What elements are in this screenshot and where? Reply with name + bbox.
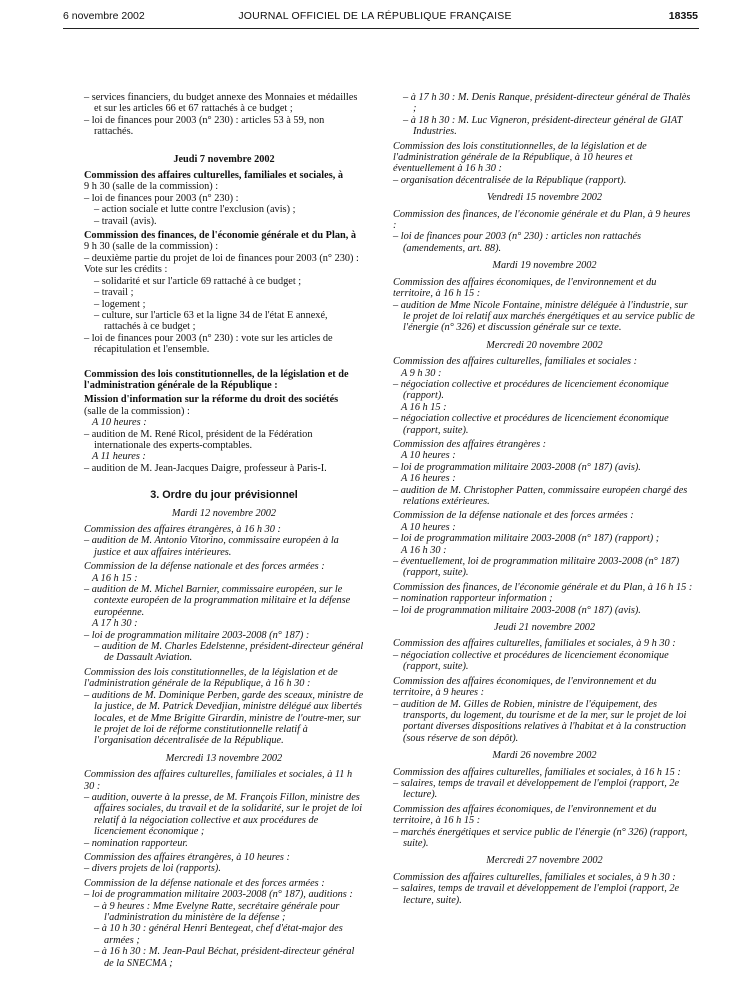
commission-heading: Commission de la défense nationale et des forces armées : <box>84 561 325 573</box>
list-item: – loi de finances pour 2003 (n° 230) : articles non rattachés (amendements, art. 88). <box>393 231 642 254</box>
commission-heading: Commission des lois constitutionnelles, de la législation et de l'administration générale de la République, à 10 heures et éventuellement à 16 h 30 : <box>393 140 647 175</box>
time-label: A 10 heures : <box>92 417 147 429</box>
list-item: – loi de programmation militaire 2003-2008 (n° 187) (avis). <box>393 461 641 473</box>
commission-heading: Commission des affaires économiques, de l'environnement et du territoire, à 9 heures : <box>393 675 657 699</box>
sub-list-item: – logement ; <box>94 298 146 310</box>
text-line: 9 h 30 (salle de la commission) : <box>84 241 219 253</box>
time-label: A 16 heures : <box>401 473 456 485</box>
day-heading: Mercredi 13 novembre 2002 <box>165 752 283 764</box>
list-item: – négociation collective et procédures de licenciement économique (rapport). <box>393 378 669 402</box>
commission-heading: Commission des affaires étrangères : <box>393 438 547 450</box>
header-date: 6 novembre 2002 <box>63 10 145 22</box>
sub-list-item: – à 9 heures : Mme Evelyne Ratte, secrétaire générale pour l'administration du ministère de la défense ; <box>94 900 340 923</box>
list-item: – deuxième partie du projet de loi de finances pour 2003 (n° 230) : <box>84 252 359 264</box>
list-item: – négociation collective et procédures de licenciement économique (rapport, suite). <box>393 649 669 673</box>
sub-list-item: – à 10 h 30 : général Henri Bentegeat, chef d'état-major des armées ; <box>94 923 343 946</box>
list-item: – audition de Mme Nicole Fontaine, ministre déléguée à l'industrie, sur le projet de loi relatif aux marchés énergétiques et au service public de l'énergie (n° 326) et discussion générale sur ce texte. <box>393 299 695 334</box>
commission-heading: Commission des affaires culturelles, familiales et sociales : <box>393 356 638 368</box>
day-heading: Mercredi 27 novembre 2002 <box>486 855 603 867</box>
header-page-number: 18355 <box>668 10 698 22</box>
list-item: – éventuellement, loi de programmation militaire 2003-2008 (n° 187) (rapport, suite). <box>393 556 680 579</box>
spacer <box>84 356 364 366</box>
list-item: – négociation collective et procédures de licenciement économique (rapport, suite). <box>393 413 669 436</box>
commission-heading: Commission des finances, de l'économie générale et du Plan, à 16 h 15 : <box>393 581 693 593</box>
list-item: – audition de M. Antonio Vitorino, commissaire européen à la justice et aux affaires intérieures. <box>84 535 339 558</box>
list-item: – loi de programmation militaire 2003-2008 (n° 187) : <box>84 629 310 641</box>
time-label: A 10 heures : <box>401 450 456 462</box>
time-label: A 11 heures : <box>92 451 146 463</box>
list-item: – marchés énergétiques et service public de l'énergie (n° 326) (rapport, suite). <box>393 826 688 849</box>
commission-heading: Commission des lois constitutionnelles, de la législation et de l'administration générale de la République : <box>84 368 349 391</box>
commission-heading: Commission des affaires étrangères, à 16 h 30 : <box>84 524 281 535</box>
sub-list-item: – à 18 h 30 : M. Luc Vigneron, président-directeur général de GIAT Industries. <box>403 114 683 138</box>
day-heading: Mardi 26 novembre 2002 <box>492 750 597 762</box>
list-item: – audition de M. Gilles de Robien, ministre de l'équipement, des transports, du logement, du tourisme et de la mer, sur le projet de loi portant diverses dispositions relatives à l'habitat et à la construction (sous réserve de son dépôt). <box>393 698 687 744</box>
list-item: – salaires, temps de travail et développement de l'emploi (rapport, 2e lecture, suite). <box>393 883 680 906</box>
day-heading: Mercredi 20 novembre 2002 <box>486 339 603 351</box>
list-item: – salaires, temps de travail et développement de l'emploi (rapport, 2e lecture). <box>393 777 680 801</box>
time-label: A 9 h 30 : <box>401 367 442 379</box>
time-label: A 10 heures : <box>401 521 456 533</box>
commission-heading: Mission d'information sur la réforme du droit des sociétés <box>84 394 339 406</box>
list-item: – audition, ouverte à la presse, de M. François Fillon, ministre des affaires sociales, du travail et de la solidarité, sur le projet de loi relatif à la négociation collective et aux procédures de licenciement économique ; <box>84 791 363 838</box>
commission-heading: Commission des affaires économiques, de l'environnement et du territoire, à 16 h 15 : <box>393 276 657 300</box>
list-item: – audition de M. Michel Barnier, commissaire européen, sur le contexte européen de la programmation militaire et la défense européenne. <box>84 584 351 618</box>
commission-heading: Commission des affaires culturelles, familiales et sociales, à 9 h 30 : <box>393 638 676 650</box>
commission-heading: Commission des affaires culturelles, familiales et sociales, à 16 h 15 : <box>393 766 681 778</box>
spacer <box>84 138 364 148</box>
day-heading: Vendredi 15 novembre 2002 <box>486 192 603 204</box>
text-line: Vote sur les crédits : <box>84 264 168 276</box>
list-item: – audition de M. Jean-Jacques Daigre, professeur à Paris-I. <box>84 462 327 474</box>
text-line: 9 h 30 (salle de la commission) : <box>84 181 219 193</box>
list-item: – organisation décentralisée de la République (rapport). <box>393 174 627 186</box>
commission-heading: Commission des affaires étrangères, à 10 heures : <box>84 851 290 863</box>
list-item: – loi de finances pour 2003 (n° 230) : <box>84 192 239 204</box>
day-heading: Mardi 19 novembre 2002 <box>492 260 597 272</box>
list-item: – nomination rapporteur information ; <box>393 593 553 605</box>
text-line: (salle de la commission) : <box>84 405 190 417</box>
day-heading: Jeudi 21 novembre 2002 <box>493 622 596 634</box>
list-item: – loi de programmation militaire 2003-2008 (n° 187) (avis). <box>393 604 641 616</box>
list-item: – divers projets de loi (rapports). <box>84 863 221 875</box>
header-title: JOURNAL OFFICIEL DE LA RÉPUBLIQUE FRANÇAISE <box>238 10 512 22</box>
sub-list-item: – culture, sur l'article 63 et la ligne 34 de l'état E annexé, rattachés à ce budget ; <box>94 309 328 333</box>
list-item: – audition de M. Christopher Patten, commissaire européen chargé des relations extérieures. <box>393 484 688 507</box>
commission-heading: Commission des lois constitutionnelles, de la législation et de l'administration générale de la République, à 16 h 30 : <box>84 666 338 690</box>
header-rule <box>63 28 699 29</box>
commission-heading: Commission des finances, de l'économie générale et du Plan, à 9 heures : <box>393 208 691 232</box>
commission-heading: Commission des affaires culturelles, familiales et sociales, à 9 h 30 : <box>393 871 676 883</box>
time-label: A 16 h 30 : <box>401 544 447 556</box>
list-item: – services financiers, du budget annexe des Monnaies et médailles et sur les articles 66 et 67 rattachés à ce budget ; <box>84 92 358 115</box>
sub-list-item: – à 17 h 30 : M. Denis Ranque, président-directeur général de Thalès ; <box>403 92 691 115</box>
list-item: – loi de finances pour 2003 (n° 230) : articles 53 à 59, non rattachés. <box>84 114 325 138</box>
commission-heading: Commission de la défense nationale et des forces armées : <box>393 510 634 522</box>
list-item: – audition de M. René Ricol, président de la Fédération internationale des experts-comptables. <box>84 428 313 451</box>
sub-list-item: – audition de M. Charles Edelstenne, président-directeur général de Dassault Aviation. <box>94 641 364 664</box>
sub-list-item: – travail ; <box>94 287 134 299</box>
day-heading: Mardi 12 novembre 2002 <box>171 507 277 519</box>
list-item: – loi de programmation militaire 2003-2008 (n° 187), auditions : <box>84 889 353 901</box>
commission-heading: Commission de la défense nationale et des forces armées : <box>84 877 325 889</box>
time-label: A 16 h 15 : <box>92 572 138 584</box>
commission-heading: Commission des finances, de l'économie générale et du Plan, à <box>84 230 356 242</box>
sub-list-item: – solidarité et sur l'article 69 rattaché à ce budget ; <box>94 275 302 287</box>
page-header <box>0 10 750 28</box>
spacer <box>84 474 364 484</box>
list-item: – nomination rapporteur. <box>84 837 188 849</box>
sub-list-item: – à 16 h 30 : M. Jean-Paul Béchat, président-directeur général de la SNECMA ; <box>94 946 355 969</box>
commission-heading: Commission des affaires économiques, de l'environnement et du territoire, à 16 h 15 : <box>393 803 657 827</box>
time-label: A 16 h 15 : <box>401 401 447 413</box>
right-column <box>393 92 696 906</box>
time-label: A 17 h 30 : <box>92 618 138 630</box>
section-title: 3. Ordre du jour prévisionnel <box>150 489 298 502</box>
left-column <box>84 92 364 969</box>
list-item: – loi de programmation militaire 2003-2008 (n° 187) (rapport) ; <box>393 533 660 545</box>
commission-heading: Commission des affaires culturelles, familiales et sociales, à <box>84 170 344 182</box>
list-item: – loi de finances pour 2003 (n° 230) : vote sur les articles de récapitulation et l'ensemble. <box>84 332 333 356</box>
day-heading: Jeudi 7 novembre 2002 <box>173 153 275 165</box>
sub-list-item: – action sociale et lutte contre l'exclusion (avis) ; <box>94 204 296 216</box>
list-item: – auditions de M. Dominique Perben, garde des sceaux, ministre de la justice, de M. Patrick Devedjian, ministre délégué aux libertés locales, et de Mme Brigitte Girardin, ministre de l'outre-mer, sur le projet de loi de réforme constitutionnelle relatif à l'organisation décentralisée de la République. <box>84 689 364 747</box>
sub-list-item: – travail (avis). <box>94 215 157 227</box>
commission-heading: Commission des affaires culturelles, familiales et sociales, à 11 h 30 : <box>84 769 353 792</box>
